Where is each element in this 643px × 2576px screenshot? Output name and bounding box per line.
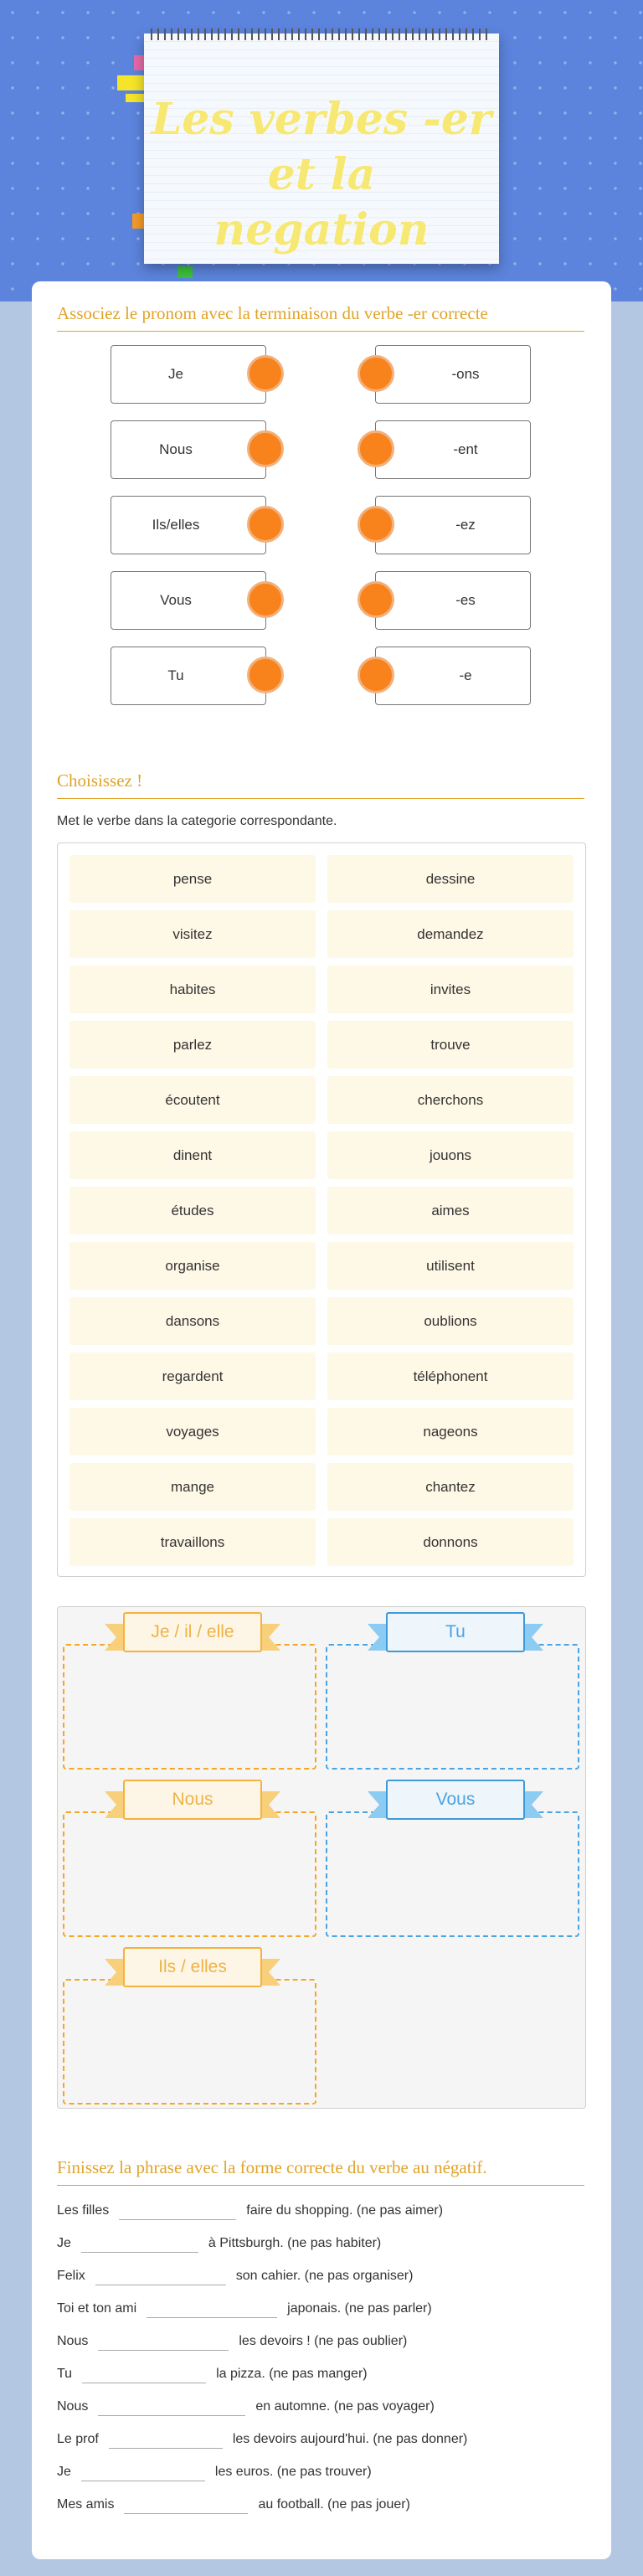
match-right-item[interactable] bbox=[375, 345, 531, 404]
fill-sentence bbox=[57, 2493, 593, 2517]
match-connector-dot[interactable] bbox=[247, 581, 284, 618]
match-left-label: Je bbox=[168, 366, 183, 382]
category-label: Nous bbox=[123, 1780, 262, 1820]
fill-sentence bbox=[57, 2264, 593, 2288]
word-tile[interactable]: pense bbox=[69, 855, 316, 903]
answer-blank[interactable] bbox=[81, 2463, 205, 2481]
notebook-tab bbox=[177, 266, 193, 278]
match-connector-dot[interactable] bbox=[247, 355, 284, 392]
word-tile[interactable]: jouons bbox=[327, 1131, 574, 1179]
match-left-item[interactable] bbox=[111, 345, 266, 404]
answer-blank[interactable] bbox=[98, 2398, 245, 2416]
word-tile[interactable]: regardent bbox=[69, 1352, 316, 1400]
match-right-item[interactable] bbox=[375, 571, 531, 630]
sentence-start: Nous bbox=[57, 2399, 89, 2414]
drop-zone-vous[interactable] bbox=[326, 1811, 579, 1937]
sentence-start: Felix bbox=[57, 2269, 85, 2283]
category-label-ribbon bbox=[368, 1780, 543, 1820]
word-tile[interactable]: oublions bbox=[327, 1297, 574, 1345]
word-tile[interactable]: voyages bbox=[69, 1408, 316, 1455]
answer-blank[interactable] bbox=[147, 2300, 277, 2318]
category-label-ribbon bbox=[105, 1780, 280, 1820]
fill-sentence bbox=[57, 2297, 593, 2321]
sentence-end: à Pittsburgh. (ne pas habiter) bbox=[208, 2236, 382, 2250]
notebook-spiral bbox=[151, 28, 492, 40]
fill-sentence bbox=[57, 2428, 593, 2451]
word-tile[interactable]: utilisent bbox=[327, 1242, 574, 1290]
fill-sentence bbox=[57, 2395, 593, 2419]
worksheet-title bbox=[144, 92, 499, 258]
sentence-end: japonais. (ne pas parler) bbox=[287, 2301, 432, 2316]
word-tile[interactable]: donnons bbox=[327, 1518, 574, 1566]
match-connector-dot[interactable] bbox=[358, 355, 394, 392]
word-tile[interactable]: habites bbox=[69, 966, 316, 1013]
sentence-start: Nous bbox=[57, 2334, 89, 2348]
answer-blank[interactable] bbox=[119, 2202, 236, 2220]
fill-sentence bbox=[57, 2199, 593, 2223]
category-label: Ils / elles bbox=[123, 1947, 262, 1987]
sentence-end: la pizza. (ne pas manger) bbox=[216, 2367, 368, 2381]
category-label-ribbon bbox=[368, 1612, 543, 1652]
match-left-item[interactable] bbox=[111, 571, 266, 630]
match-right-label: -es bbox=[455, 592, 476, 608]
sentence-end: en automne. (ne pas voyager) bbox=[255, 2399, 435, 2414]
match-connector-dot[interactable] bbox=[358, 430, 394, 467]
title-line-2: negation bbox=[213, 204, 430, 255]
match-left-label: Ils/elles bbox=[152, 517, 200, 533]
drop-zone-ils-elles[interactable] bbox=[63, 1979, 316, 2105]
match-left-item[interactable] bbox=[111, 647, 266, 705]
match-right-label: -ent bbox=[453, 441, 478, 457]
answer-blank[interactable] bbox=[124, 2496, 248, 2514]
match-right-label: -e bbox=[459, 667, 472, 683]
fill-sentence bbox=[57, 2330, 593, 2353]
match-left-label: Tu bbox=[167, 667, 184, 683]
word-tile[interactable]: parlez bbox=[69, 1021, 316, 1069]
word-tile[interactable]: chantez bbox=[327, 1463, 574, 1511]
category-label-ribbon bbox=[105, 1612, 280, 1652]
match-right-label: -ons bbox=[451, 366, 480, 382]
match-right-item[interactable] bbox=[375, 647, 531, 705]
sentence-end: les devoirs aujourd'hui. (ne pas donner) bbox=[232, 2432, 468, 2446]
match-right-item[interactable] bbox=[375, 420, 531, 479]
word-tile[interactable]: dinent bbox=[69, 1131, 316, 1179]
word-bank bbox=[57, 842, 586, 1577]
sentence-start: Mes amis bbox=[57, 2497, 115, 2512]
word-tile[interactable]: aimes bbox=[327, 1187, 574, 1234]
word-tile[interactable]: mange bbox=[69, 1463, 316, 1511]
word-tile[interactable]: demandez bbox=[327, 910, 574, 958]
word-tile[interactable]: organise bbox=[69, 1242, 316, 1290]
match-connector-dot[interactable] bbox=[358, 506, 394, 543]
word-tile[interactable]: invites bbox=[327, 966, 574, 1013]
match-connector-dot[interactable] bbox=[247, 657, 284, 693]
drop-zone-tu[interactable] bbox=[326, 1644, 579, 1770]
sentence-end: les euros. (ne pas trouver) bbox=[214, 2465, 372, 2479]
match-connector-dot[interactable] bbox=[247, 506, 284, 543]
word-tile[interactable]: cherchons bbox=[327, 1076, 574, 1124]
drop-zone-nous[interactable] bbox=[63, 1811, 316, 1937]
answer-blank[interactable] bbox=[95, 2267, 226, 2285]
sentence-start: Toi et ton ami bbox=[57, 2301, 137, 2316]
match-left-label: Nous bbox=[159, 441, 193, 457]
match-connector-dot[interactable] bbox=[358, 657, 394, 693]
word-tile[interactable]: dessine bbox=[327, 855, 574, 903]
fill-title: Finissez la phrase avec la forme correcte du verbe au négatif. bbox=[57, 2157, 584, 2186]
word-tile[interactable]: trouve bbox=[327, 1021, 574, 1069]
category-label-ribbon bbox=[105, 1947, 280, 1987]
category-label: Tu bbox=[386, 1612, 525, 1652]
drop-zone-je-il-elle[interactable] bbox=[63, 1644, 316, 1770]
match-right-label: -ez bbox=[455, 517, 476, 533]
sentence-start: Les filles bbox=[57, 2203, 110, 2218]
answer-blank[interactable] bbox=[109, 2430, 223, 2449]
sentence-end: faire du shopping. (ne pas aimer) bbox=[246, 2203, 444, 2218]
answer-blank[interactable] bbox=[98, 2332, 229, 2351]
sentence-end: son cahier. (ne pas organiser) bbox=[235, 2269, 414, 2283]
matching-title: Associez le pronom avec la terminaison du verbe -er correcte bbox=[57, 303, 584, 332]
sentence-start: Le prof bbox=[57, 2432, 99, 2446]
match-connector-dot[interactable] bbox=[247, 430, 284, 467]
match-left-item[interactable] bbox=[111, 496, 266, 554]
word-tile[interactable]: téléphonent bbox=[327, 1352, 574, 1400]
word-tile[interactable]: travaillons bbox=[69, 1518, 316, 1566]
word-tile[interactable]: visitez bbox=[69, 910, 316, 958]
word-tile[interactable]: nageons bbox=[327, 1408, 574, 1455]
word-tile[interactable]: écoutent bbox=[69, 1076, 316, 1124]
match-connector-dot[interactable] bbox=[358, 581, 394, 618]
category-panel bbox=[57, 1606, 586, 2109]
category-label: Vous bbox=[386, 1780, 525, 1820]
sentence-start: Tu bbox=[57, 2367, 73, 2381]
title-line-1: Les verbes -er et la bbox=[151, 94, 492, 200]
match-left-item[interactable] bbox=[111, 420, 266, 479]
categorize-instruction: Met le verbe dans la categorie correspondante. bbox=[57, 814, 337, 828]
word-tile[interactable]: études bbox=[69, 1187, 316, 1234]
answer-blank[interactable] bbox=[81, 2234, 198, 2253]
categorize-title: Choisissez ! bbox=[57, 770, 584, 799]
category-label: Je / il / elle bbox=[123, 1612, 262, 1652]
match-left-label: Vous bbox=[160, 592, 192, 608]
answer-blank[interactable] bbox=[82, 2365, 206, 2383]
fill-sentence bbox=[57, 2232, 593, 2255]
sentence-start: Je bbox=[57, 2465, 71, 2479]
sentence-end: au football. (ne pas jouer) bbox=[258, 2497, 410, 2512]
fill-sentence bbox=[57, 2460, 593, 2484]
match-right-item[interactable] bbox=[375, 496, 531, 554]
word-tile[interactable]: dansons bbox=[69, 1297, 316, 1345]
sentence-end: les devoirs ! (ne pas oublier) bbox=[239, 2334, 408, 2348]
fill-sentence bbox=[57, 2362, 593, 2386]
sentence-start: Je bbox=[57, 2236, 71, 2250]
